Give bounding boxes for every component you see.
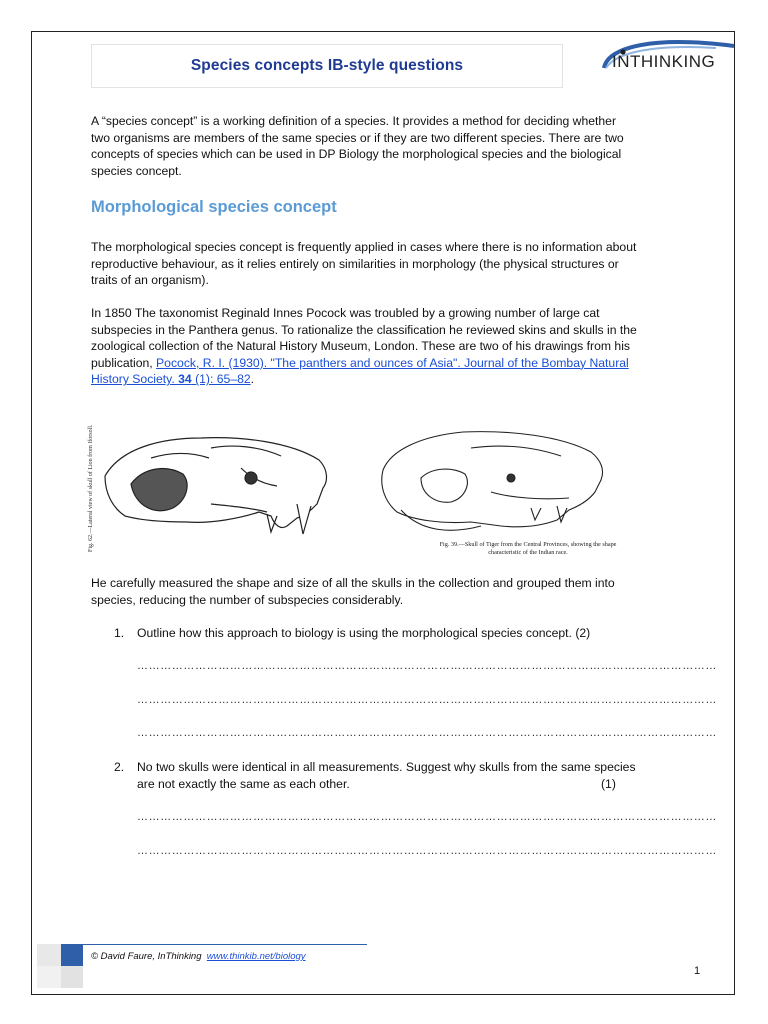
tiger-skull-caption: [378, 541, 678, 556]
copyright-text: © David Faure, InThinking: [91, 951, 202, 962]
answer-line[interactable]: ……………………………………………………………………………………………………………………………………: [137, 694, 717, 706]
inthinking-logo: [596, 34, 736, 80]
reference-link-cont[interactable]: [91, 372, 251, 386]
volume-number: 34: [178, 372, 192, 387]
caption-line: Fig. 39.—Skull of Tiger from the Central Provinces, showing the shape: [439, 541, 617, 548]
question-text: Outline how this approach to biology is using the morphological species concept. (2): [137, 626, 591, 640]
question-number: 1.: [114, 626, 125, 640]
title-box: [91, 44, 563, 88]
answer-line[interactable]: ……………………………………………………………………………………………………………………………………: [137, 660, 717, 672]
question-2: [114, 759, 674, 795]
text-line: The morphological species concept is frequently applied in cases where there is no information about: [91, 240, 637, 254]
page-title: Species concepts IB-style questions: [190, 57, 464, 74]
text-line: [91, 371, 691, 388]
journal-name: History Society.: [91, 372, 179, 387]
question-number: 2.: [114, 760, 125, 774]
footer-link[interactable]: www.thinkib.net/biology: [206, 951, 306, 962]
footer-rule: [83, 944, 367, 945]
question-text: [137, 759, 667, 792]
text-line: traits of an organism).: [91, 273, 209, 288]
text-line: He carefully measured the shape and size of all the skulls in the collection and grouped them into: [91, 576, 615, 590]
tiger-skull-drawing: [382, 432, 603, 531]
logo-text: INTHINKING: [612, 52, 716, 71]
text-line: species, reducing the number of subspecies considerably.: [91, 592, 404, 607]
page-number: 1: [694, 965, 701, 977]
footer-square-light: [37, 944, 61, 966]
text-line: In 1850 The taxonomist Reginald Innes Pocock was troubled by a growing number of large cat: [91, 306, 600, 320]
footer-credit: [91, 951, 306, 962]
lion-skull-caption: Fig. 62.—Lateral view of skull of Lion from Iforsoll.: [88, 424, 94, 552]
footer-square-grey: [61, 966, 83, 988]
skull-figures: [91, 408, 651, 558]
text-line: No two skulls were identical in all measurements. Suggest why skulls from the same species: [137, 760, 636, 774]
text-line: [91, 355, 691, 372]
intro-paragraph: [91, 113, 691, 179]
section-heading: Morphological species concept: [91, 198, 337, 216]
text-line: concepts of species which can be used in DP Biology the morphological species and the biological: [91, 147, 622, 162]
text-line: zoological collection of the Natural History Museum, London. These are two of his drawings from his: [91, 339, 630, 354]
marks-label: (1): [601, 776, 616, 791]
text-line: species concept.: [91, 163, 182, 178]
text-line: reproductive behaviour, as it relies entirely on similarities in morphology (the physical structures or: [91, 256, 619, 271]
issue-pages: (1): 65–82: [191, 372, 251, 387]
footer-square-blue: [61, 944, 83, 966]
measurement-paragraph: [91, 575, 691, 608]
caption-line: characteristic of the Indian race.: [488, 548, 568, 556]
morphology-paragraph: [91, 239, 691, 289]
text-fragment: .: [250, 372, 255, 387]
question-1: [114, 625, 674, 643]
text-line: two organisms are members of the same species or if they are two different species. There are two: [91, 130, 624, 145]
text-fragment: publication,: [91, 355, 157, 370]
text-line: A “species concept” is a working definition of a species. It provides a method for deciding whether: [91, 114, 617, 128]
answer-line[interactable]: ……………………………………………………………………………………………………………………………………: [137, 811, 717, 823]
footer-square-faint: [37, 966, 61, 988]
text-line: subspecies in the Panthera genus. To rationalize the classification he reviewed skins and skulls in the: [91, 322, 637, 337]
pocock-paragraph: [91, 305, 691, 388]
answer-line[interactable]: ……………………………………………………………………………………………………………………………………: [137, 845, 717, 857]
lion-skull-drawing: [105, 438, 326, 534]
text-line: are not exactly the same as each other.: [137, 776, 350, 791]
reference-link[interactable]: Pocock, R. I. (1930). "The panthers and ounces of Asia". Journal of the Bombay Natural: [156, 355, 629, 370]
answer-line[interactable]: ……………………………………………………………………………………………………………………………………: [137, 727, 717, 739]
